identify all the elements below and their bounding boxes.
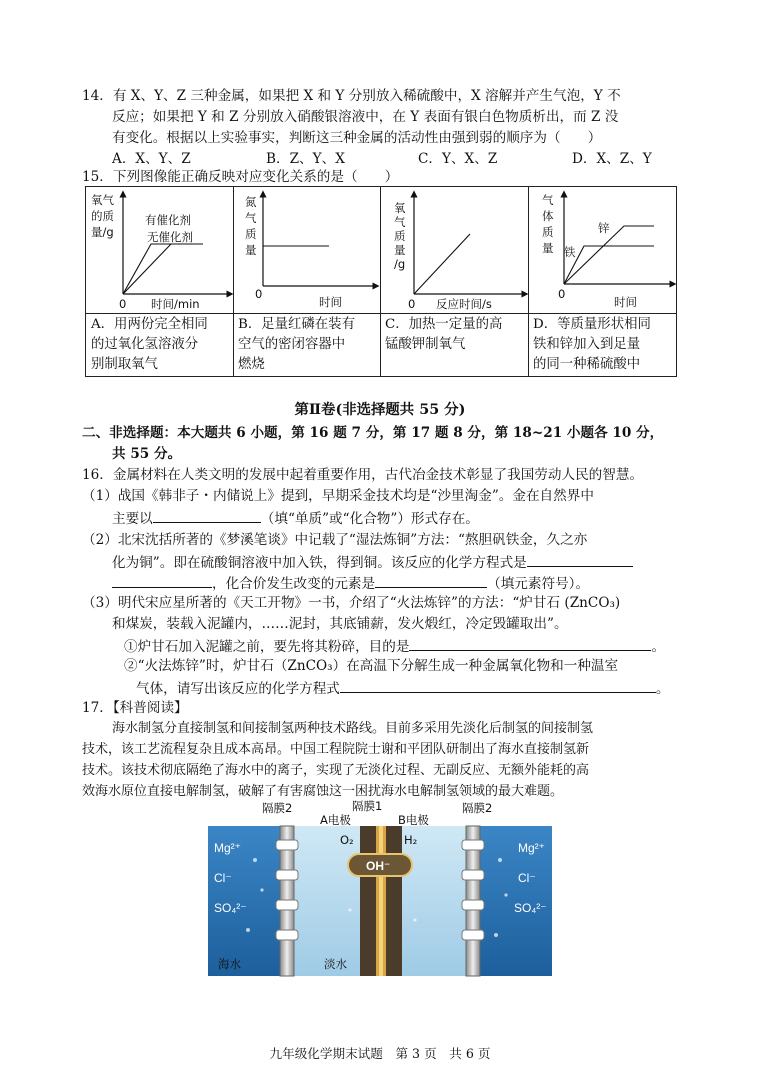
graph-d	[528, 186, 677, 314]
caption-c-line-0: C．加热一定量的高	[385, 317, 503, 332]
membrane1-label: 隔膜1	[352, 800, 383, 813]
graph-c-ylabel-0: 氧	[394, 201, 406, 215]
membrane2-left-label: 隔膜2	[262, 801, 293, 815]
curve-iron	[564, 246, 654, 284]
caption-a-line-2: 别制取氧气	[91, 357, 158, 372]
caption-b-line-1: 空气的密闭容器中	[238, 337, 346, 352]
graph-d-ylabel-0: 气	[542, 193, 554, 207]
q17-para-line4: 效海水原位直接电解制氢，破解了有害腐蚀这一困扰海水电解制氢领域的最大难题。	[82, 784, 564, 799]
graph-c	[380, 186, 529, 314]
graph-d-ylabel-3: 量	[542, 241, 554, 255]
right-ion-cl: Cl⁻	[518, 871, 536, 885]
graph-c-ylabel-3: 量	[394, 243, 406, 257]
left-ion-so4: SO₄²⁻	[214, 901, 247, 915]
graph-a-curve-label-0: 有催化剂	[145, 213, 191, 227]
answer-blank-3[interactable]	[112, 573, 212, 588]
seawater-label: 海水	[218, 957, 241, 971]
graph-b-ylabel-3: 量	[245, 243, 257, 257]
q15-stem: 15．下列图像能正确反映对应变化关系的是（ ）	[82, 169, 399, 185]
graph-d-origin: 0	[558, 287, 566, 301]
oh-ion-label: OH⁻	[366, 859, 391, 873]
graph-c-ylabel-2: 质	[394, 229, 406, 243]
q16-part2-line2: 化为铜”。即在硫酸铜溶液中加入铁，得到铜。该反应的化学方程式是	[112, 552, 633, 572]
part2-title: 第Ⅱ卷(非选择题共 55 分)	[294, 401, 466, 418]
q16-stem: 16．金属材料在人类文明的发展中起着重要作用，古代冶金技术彰显了我国劳动人民的智慧。	[82, 467, 644, 483]
caption-d-line-0: D．等质量形状相同	[533, 317, 651, 332]
o2-label: O₂	[340, 833, 354, 847]
graph-a-origin: 0	[119, 297, 127, 311]
q14-line2: 反应；如果把 Y 和 Z 分别放入硝酸银溶液中，在 Y 表面有银白色物质析出，而 Z 没	[112, 109, 619, 125]
right-ion-so4: SO₄²⁻	[514, 901, 547, 915]
graph-b-xlabel: 时间	[319, 295, 342, 309]
h2-label: H₂	[404, 833, 418, 847]
graph-a	[85, 186, 234, 314]
part2-instruction-line1: 二、非选择题：本大题共 6 小题，第 16 题 7 分，第 17 题 8 分，第 18~21 小题各 10 分，	[82, 425, 664, 441]
q14-option-c: C．Y、X、Z	[418, 151, 498, 167]
left-ion-cl: Cl⁻	[214, 871, 232, 885]
graph-d-curve-label-zinc: 锌	[598, 221, 610, 235]
curve-oxygen	[414, 234, 470, 294]
caption-c-line-1: 锰酸钾制氧气	[385, 337, 466, 352]
q15-graph-table	[85, 186, 677, 377]
electrolysis-diagram	[200, 800, 560, 980]
caption-a-line-1: 的过氧化氢溶液分	[91, 337, 199, 352]
q14-line1: 14．有 X、Y、Z 三种金属，如果把 X 和 Y 分别放入稀硫酸中，X 溶解并产生气泡，Y 不	[82, 88, 621, 104]
left-ion-mg: Mg²⁺	[214, 841, 241, 855]
answer-blank-6[interactable]	[340, 678, 656, 693]
electrode-b	[386, 826, 402, 976]
q16-part2-line3: ，化合价发生改变的元素是 （填元素符号）。	[112, 573, 589, 593]
caption-a-line-0: A．用两份完全相同	[91, 317, 208, 332]
q16-part2-line1: （2）北宋沈括所著的《梦溪笔谈》中记载了“湿法炼铜”方法：“熬胆矾铁金，久之亦	[82, 532, 588, 548]
electrode-b-label: B电极	[398, 813, 429, 827]
q17-para-line3: 技术。该技术彻底隔绝了海水中的离子，实现了无淡化过程、无副反应、无额外能耗的高	[82, 763, 590, 778]
electrode-a	[360, 826, 376, 976]
answer-blank-5[interactable]	[409, 636, 651, 651]
membrane2-right-label: 隔膜2	[462, 801, 493, 815]
page-footer: 九年级化学期末试题 第 3 页 共 6 页	[269, 1046, 491, 1061]
caption-d-line-1: 铁和锌加入到足量	[533, 337, 641, 352]
graph-a-ylabel-1: 的质	[91, 209, 114, 223]
graph-d-ylabel-1: 体	[542, 209, 554, 223]
graph-c-xlabel: 反应时间/s	[436, 297, 492, 311]
answer-blank-1[interactable]	[153, 508, 261, 523]
answer-blank-2[interactable]	[527, 552, 633, 567]
caption-b-line-0: B．足量红磷在装有	[238, 317, 355, 332]
graph-a-ylabel-0: 氧气	[91, 193, 114, 207]
graph-a-xlabel: 时间/min	[151, 297, 200, 311]
graph-d-curve-label-iron: 铁	[564, 245, 576, 259]
graph-a-ylabel-2: 量/g	[91, 225, 114, 239]
q17-para-line1: 海水制氢分直接制氢和间接制氢两种技术路线。目前多采用先淡化后制氢的间接制氢	[112, 721, 594, 736]
q17-para-line2: 技术，该工艺流程复杂且成本高昂。中国工程院院士谢和平团队研制出了海水直接制氢新	[82, 742, 590, 757]
graph-b	[233, 186, 381, 314]
q16-part3-line2: 和煤炭，装载入泥罐内，……泥封，其底铺薪，发火煅红，冷定毁罐取出”。	[112, 616, 568, 632]
right-ion-mg: Mg²⁺	[518, 841, 545, 855]
q14-line3: 有变化。根据以上实验事实，判断这三种金属的活动性由强到弱的顺序为（ ）	[112, 130, 602, 146]
graph-b-ylabel-1: 气	[245, 211, 257, 225]
graph-c-ylabel-4: /g	[394, 257, 406, 271]
q16-part1-line2: 主要以 （填“单质”或“化合物”）形式存在。	[112, 508, 479, 528]
q16-part3-line1: （3）明代宋应星所著的《天工开物》一书，介绍了“火法炼锌”的方法：“炉甘石 (ZnCO₃)	[82, 595, 621, 611]
answer-blank-4[interactable]	[375, 573, 487, 588]
freshwater-label: 淡水	[324, 957, 347, 971]
q16-part3-q2-line1: ②“火法炼锌”时，炉甘石（ZnCO₃）在高温下分解生成一种金属氧化物和一种温室	[124, 658, 619, 674]
graph-a-curve-label-1: 无催化剂	[147, 230, 193, 244]
caption-b-line-2: 燃烧	[238, 357, 265, 372]
graph-d-xlabel: 时间	[614, 295, 637, 309]
graph-c-ylabel-1: 气	[394, 215, 406, 229]
q16-part3-q1: ①炉甘石加入泥罐之前，要先将其粉碎，目的是 。	[124, 636, 665, 656]
q16-part1-line1: （1）战国《韩非子・内储说上》提到，早期采金技术均是“沙里淘金”。金在自然界中	[82, 488, 594, 504]
part2-instruction-line2: 共 55 分。	[112, 446, 182, 462]
curve-with-catalyst	[123, 244, 203, 294]
curve-without-catalyst	[123, 244, 203, 294]
q16-part3-q2-line2: 气体，请写出该反应的化学方程式 。	[136, 678, 670, 698]
electrode-a-label: A电极	[320, 813, 351, 827]
q14-option-b: B．Z、Y、X	[266, 151, 345, 167]
caption-d-line-2: 的同一种稀硫酸中	[533, 357, 641, 372]
graph-b-ylabel-0: 氮	[245, 195, 257, 209]
graph-b-origin: 0	[255, 287, 263, 301]
graph-c-origin: 0	[408, 297, 416, 311]
graph-b-ylabel-2: 质	[245, 227, 257, 241]
q17-stem: 17．【科普阅读】	[82, 700, 188, 716]
graph-d-ylabel-2: 质	[542, 225, 554, 239]
q14-option-a: A．X、Y、Z	[112, 151, 191, 167]
q14-option-d: D．X、Z、Y	[572, 151, 652, 167]
